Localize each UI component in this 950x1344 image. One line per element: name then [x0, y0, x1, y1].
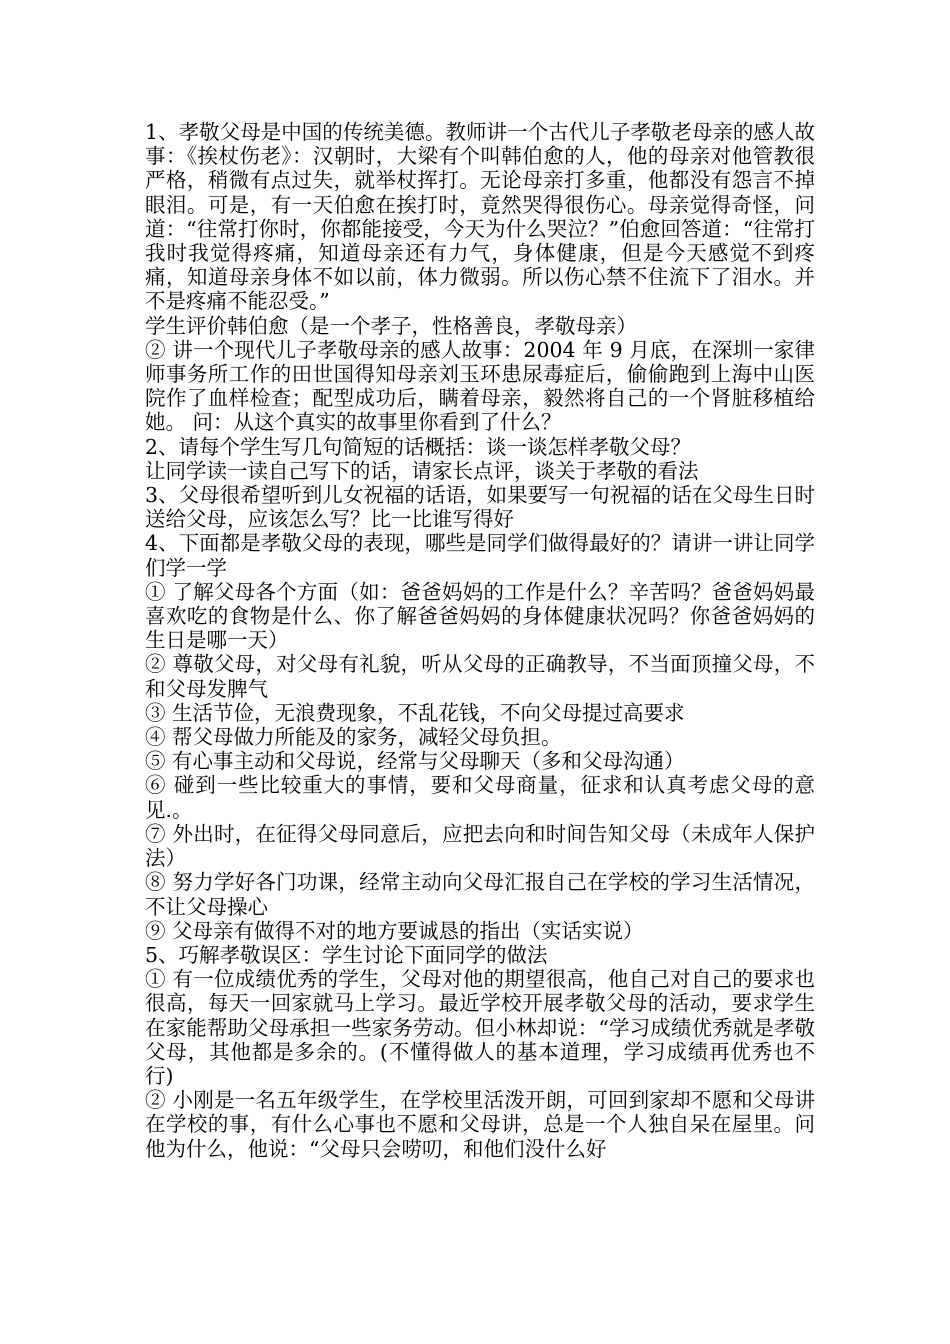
list-item-study-hard: ⑧ 努力学好各门功课，经常主动向父母汇报自己在学校的学习生活情况，不让父母操心: [145, 870, 815, 919]
paragraph-item-2: 2、请每个学生写几句简短的话概括：谈一谈怎样孝敬父母？: [145, 434, 692, 459]
paragraph-story-ancient: 1、孝敬父母是中国的传统美德。教师讲一个古代儿子孝敬老母亲的感人故事：《挨杖伤老》：汉朝时，大梁有个叫韩伯愈的人，他的母亲对他管教很严格，稍微有点过失，就举杖挥打。无论母亲打多重，他都没有怨言不掉眼泪。可是，有一天伯愈在挨打时，竟然哭得很伤心。母亲觉得奇怪，问道：“往常打你时，你都能接受，今天为什么哭泣？”伯愈回答道：“往常打我时我觉得疼痛，知道母亲还有力气，身体健康，但是今天感觉不到疼痛，知道母亲身体不如以前，体力微弱。所以伤心禁不住流下了泪水。并不是疼痛不能忍受。”: [145, 120, 815, 314]
paragraph-student-evaluation: 学生评价韩伯愈（是一个孝子，性格善良，孝敬母亲）: [145, 313, 637, 338]
paragraph-item-3: 3、父母很希望听到儿女祝福的话语，如果要写一句祝福的话在父母生日时送给父母，应该怎么写？比一比谁写得好: [145, 483, 815, 532]
list-item-going-out: ⑦ 外出时，在征得父母同意后，应把去向和时间告知父母（未成年人保护法）: [145, 821, 815, 871]
list-item-case-xiaolin: ① 有一位成绩优秀的学生，父母对他的期望很高，他自己对自己的要求也很高，每天一回家就马上学习。最近学校开展孝敬父母的活动，要求学生在家能帮助父母承担一些家务劳动。但小林却说：“学习成绩优秀就是孝敬父母，其他都是多余的。(不懂得做人的基本道理，学习成绩再优秀也不行): [145, 967, 815, 1088]
list-item-point-out: ⑨ 父母亲有做得不对的地方要诚恳的指出（实话实说）: [145, 918, 644, 943]
list-item-case-xiaogang: ② 小刚是一名五年级学生，在学校里活泼开朗，可回到家却不愿和父母讲在学校的事，有什么心事也不愿和父母讲，总是一个人独自呆在屋里。问他为什么，他说：“父母只会唠叨，和他们没什么好: [145, 1088, 815, 1161]
list-item-consult: ⑥ 碰到一些比较重大的事情，要和父母商量，征求和认真考虑父母的意见.。: [145, 773, 815, 822]
paragraph-item-4: 4、下面都是孝敬父母的表现，哪些是同学们做得最好的？请讲一讲让同学们学一学: [145, 531, 815, 580]
paragraph-story-modern: ② 讲一个现代儿子孝敬母亲的感人故事：2004 年 9 月底，在深圳一家律师事务所工作的田世国得知母亲刘玉环患尿毒症后，偷偷跑到上海中山医院作了血样检查；配型成功后，瞒着母亲，毅然将自己的一个肾脏移植给她。 问：从这个真实的故事里你看到了什么？: [145, 337, 815, 435]
list-item-frugal: ③ 生活节俭，无浪费现象，不乱花钱，不向父母提过高要求: [145, 700, 685, 725]
list-item-respect-parents: ② 尊敬父母，对父母有礼貌，听从父母的正确教导，不当面顶撞父母，不和父母发脾气: [145, 652, 815, 701]
list-item-housework: ④ 帮父母做力所能及的家务，减轻父母负担。: [145, 725, 562, 750]
paragraph-item-5: 5、巧解孝敬误区：学生讨论下面同学的做法: [145, 942, 548, 967]
paragraph-read-aloud: 让同学读一读自己写下的话，请家长点评，谈关于孝敬的看法: [145, 458, 699, 483]
list-item-understand-parents: ① 了解父母各个方面（如：爸爸妈妈的工作是什么？辛苦吗？爸爸妈妈最喜欢吃的食物是什么、你了解爸爸妈妈的身体健康状况吗？你爸爸妈妈的生日是哪一天）: [145, 579, 815, 653]
document-page: [145, 120, 815, 1161]
list-item-communicate: ⑤ 有心事主动和父母说，经常与父母聊天（多和父母沟通）: [145, 749, 685, 774]
